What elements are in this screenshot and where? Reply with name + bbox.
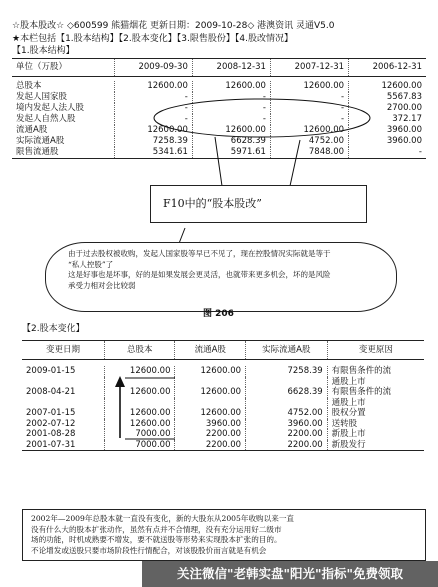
table-cell: 5971.61 [192, 147, 270, 159]
table-cell: 6628.39 [192, 136, 270, 147]
comment-text-2 [31, 514, 294, 556]
comment-text-1 [68, 249, 331, 291]
header-contents-item-4[interactable]: 【4.股改情况】 [234, 34, 293, 44]
table-cell: - [349, 147, 426, 159]
column-header: 2006-12-31 [349, 59, 426, 77]
table-cell: 7258.39 [114, 136, 192, 147]
comment-oval-1 [45, 242, 397, 312]
table-cell: 2001-08-28 [26, 429, 76, 439]
comment-line: 不论增发或送股只要市场阶段性行情配合，对该股股价而言就是有机会 [31, 545, 267, 555]
table-cell: 4752.00 [246, 408, 328, 419]
table-cell: 12600.00 [192, 81, 270, 92]
table-cell: 2001-07-31 [22, 440, 104, 451]
column-header: 单位（万股） [12, 59, 114, 77]
table-cell: 12600.00 [104, 419, 175, 430]
comment-line: 承受力相对会比较弱 [68, 280, 136, 290]
table-cell: - [270, 103, 348, 114]
table-cell: 流通A股 [16, 125, 48, 135]
table-cell: 送转股 [327, 419, 424, 430]
table-cell: - [192, 92, 270, 103]
table-cell: 7848.00 [270, 147, 348, 159]
total-share-annotation [0, 360, 200, 480]
table-cell: - [270, 114, 348, 125]
table-cell: 2200.00 [246, 429, 328, 440]
table-cell: 7000.00 [104, 440, 175, 451]
table-cell: - [114, 103, 192, 114]
table-header-row [22, 341, 424, 360]
table-cell: 3960.00 [349, 125, 426, 136]
table-cell: - [192, 114, 270, 125]
wechat-watermark: 关注微信"老韩实盘"阳光"指标"免费领取 [142, 561, 438, 587]
table-cell: 372.17 [349, 114, 426, 125]
table-cell: 发起人国家股 [16, 92, 68, 102]
table-cell: 12600.00 [270, 81, 348, 92]
column-header: 2009-09-30 [114, 59, 192, 77]
table-cell: 12600.00 [104, 366, 175, 377]
table-cell: 2200.00 [175, 440, 246, 451]
header-source: 港澳资讯 灵通V5.0 [257, 21, 335, 31]
table-cell: 新股发行 [327, 440, 424, 451]
table-cell: 2200.00 [175, 429, 246, 440]
table-cell: 有限售条件的流 [327, 366, 424, 377]
column-header: 变更原因 [327, 341, 424, 360]
header-star-text: ☆股本股改☆ [12, 21, 65, 31]
table-cell: 发起人自然人股 [16, 114, 76, 124]
column-header: 流通A股 [175, 341, 246, 360]
table-cell: 12600.00 [270, 125, 348, 136]
arrow-up-icon [115, 376, 125, 387]
table-cell: 总股本 [16, 81, 42, 91]
table-cell: 实际流通A股 [16, 136, 65, 146]
section1-title: 【1.股本结构】 [12, 46, 75, 56]
header-contents-item-3[interactable]: 【3.限售股份】 [176, 34, 235, 44]
table-cell: 2200.00 [246, 440, 328, 451]
table-cell: 2009-01-15 [26, 366, 76, 376]
table-cell: 12600.00 [104, 387, 175, 398]
f10-callout-text: F10中的“股本股改” [163, 197, 262, 210]
table-cell: 有限售条件的流 [327, 387, 424, 398]
table-cell: - [114, 92, 192, 103]
comment-line: 场的功能，时机成熟要不增发，要不就送股等形势来实现股本扩张的目的。 [31, 535, 282, 545]
column-header: 实际流通A股 [246, 341, 328, 360]
table-cell: 12600.00 [114, 81, 192, 92]
table-cell: 境内发起人法人股 [16, 103, 85, 113]
table-cell: 12600.00 [104, 408, 175, 419]
header-contents-item-1[interactable]: 【1.股本结构】 [56, 34, 119, 44]
table-cell [246, 398, 328, 409]
table-cell: 12600.00 [349, 81, 426, 92]
comment-box-2 [22, 509, 426, 561]
table-cell: 4752.00 [270, 136, 348, 147]
table-cell: - [270, 92, 348, 103]
header-contents-item-2[interactable]: 【2.股本变化】 [118, 34, 177, 44]
table-cell: 12600.00 [114, 125, 192, 136]
table-cell: 5341.61 [114, 147, 192, 159]
table-cell: 7000.00 [104, 429, 175, 440]
table-cell: 通股上市 [327, 398, 424, 409]
figure-label: 图 206 [203, 309, 234, 319]
table-cell: 3960.00 [175, 419, 246, 430]
table-cell: 12600.00 [175, 387, 246, 398]
table-cell: - [192, 103, 270, 114]
table-cell [246, 377, 328, 388]
table-cell: 新股上市 [327, 429, 424, 440]
comment-line: 2002年—2009年总股本就一直没有变化，新的大股东从2005年收购以来一直 [31, 514, 295, 523]
comment-line: 没有什么大的股本扩张动作，虽然有点并不合情理，没有充分运用好二级市 [31, 524, 282, 534]
table-cell: 5567.83 [349, 92, 426, 103]
table-cell: 12600.00 [175, 408, 246, 419]
table-cell: 12600.00 [175, 366, 246, 377]
table-cell: - [114, 114, 192, 125]
table-cell: 3960.00 [246, 419, 328, 430]
table-cell: 2007-01-15 [26, 408, 76, 418]
section2-title: 【2.股本变化】 [22, 324, 85, 334]
table-cell: 7258.39 [246, 366, 328, 377]
comment-line: 这是好事也是坏事，好的是如果发展会更灵活，也就带来更多机会，坏的是风险 [68, 270, 331, 279]
f10-callout-box [150, 185, 367, 223]
table-cell: 6628.39 [246, 387, 328, 398]
column-header: 2008-12-31 [192, 59, 270, 77]
column-header: 2007-12-31 [270, 59, 348, 77]
table-cell: 2008-04-21 [26, 387, 76, 397]
column-header: 总股本 [104, 341, 175, 360]
comment-line: “私人控股”了 [68, 259, 114, 269]
header-contents-prefix: ★本栏包括 [12, 34, 57, 44]
table-cell: 3960.00 [349, 136, 426, 147]
table-cell: 12600.00 [192, 125, 270, 136]
table-cell: 2700.00 [349, 103, 426, 114]
table-cell: 通股上市 [327, 377, 424, 388]
table-cell: 限售流通股 [12, 147, 114, 159]
table-cell: 股权分置 [327, 408, 424, 419]
comment-line: 由于过去股权被收购，发起人国家股等早已不见了，现在控股情况实际就是等于 [68, 249, 331, 258]
table-cell: 2002-07-12 [26, 418, 76, 429]
column-header: 变更日期 [22, 341, 104, 360]
header-code-text: ◇600599 熊猫烟花 更新日期：2009-10-28◇ [67, 21, 255, 31]
